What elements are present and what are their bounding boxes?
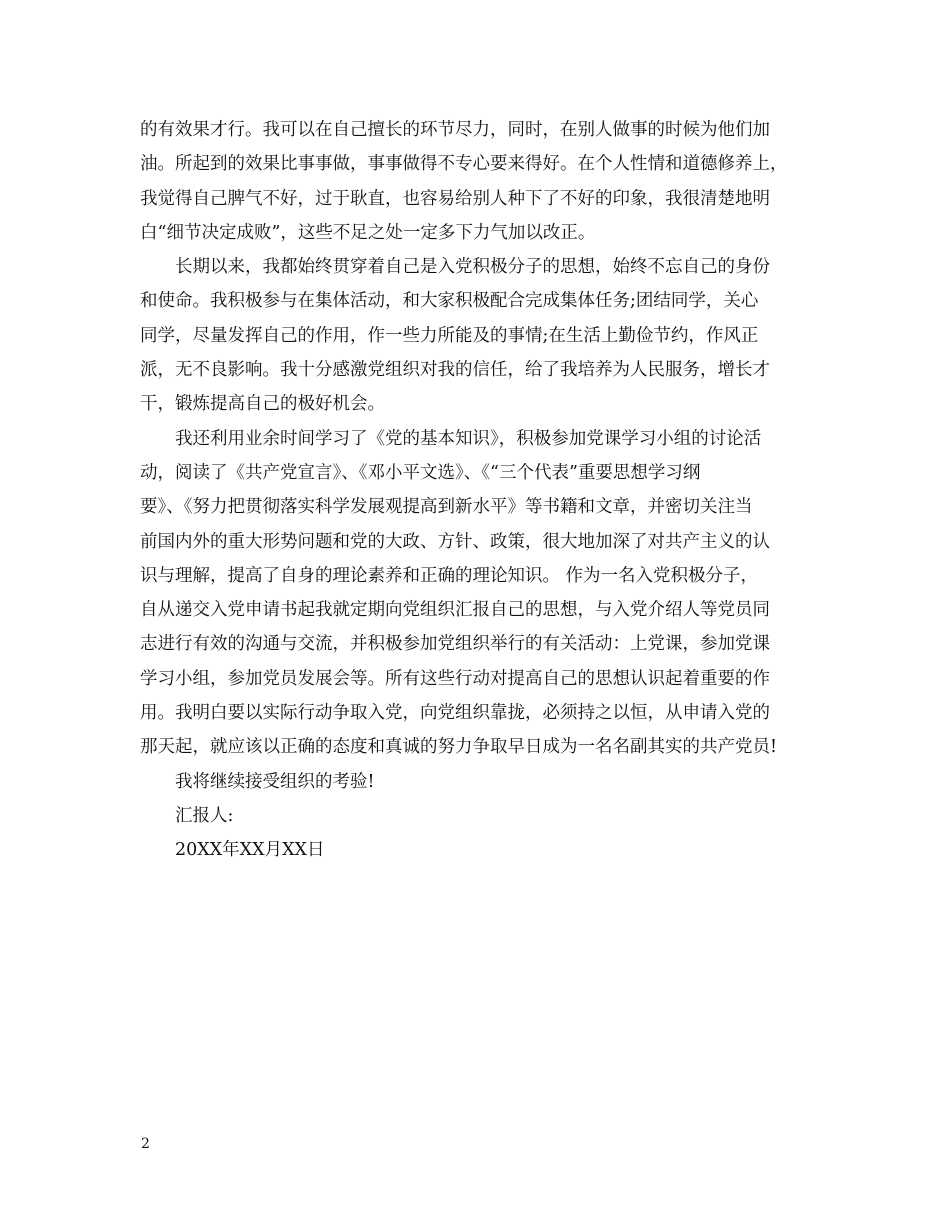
text-line: 我还利用业余时间学习了《党的基本知识》，积极参加党课学习小组的讨论活 xyxy=(140,428,762,449)
text-line: 和使命。我积极参与在集体活动，和大家积极配合完成集体任务;团结同学，关心 xyxy=(140,291,759,312)
report-date: 20XX年XX月XX日 xyxy=(140,840,325,861)
text-line: 学习小组，参加党员发展会等。所有这些行动对提高自己的思想认识起着重要的作 xyxy=(140,668,770,689)
text-line: 自从递交入党申请书起我就定期向党组织汇报自己的思想，与入党介绍人等党员同 xyxy=(140,600,770,621)
reporter-label: 汇报人: xyxy=(140,805,234,826)
text-line: 白“细节决定成败”，这些不足之处一定多下力气加以改正。 xyxy=(140,222,596,243)
text-line: 识与理解，提高了自身的理论素养和正确的理论知识。 作为一名入党积极分子， xyxy=(140,565,759,586)
text-line: 长期以来，我都始终贯穿着自己是入党积极分子的思想，始终不忘自己的身份 xyxy=(140,257,770,278)
closing-line: 我将继续接受组织的考验! xyxy=(140,771,375,792)
text-line: 要》、《努力把贯彻落实科学发展观提高到新水平》等书籍和文章，并密切关注当 xyxy=(140,497,753,518)
text-line: 的有效果才行。我可以在自己擅长的环节尽力，同时，在别人做事的时候为他们加 xyxy=(140,120,770,140)
report-body xyxy=(140,113,820,868)
text-line: 志进行有效的沟通与交流，并积极参加党组织举行的有关活动：上党课，参加党课 xyxy=(140,634,770,655)
text-line: 那天起，就应该以正确的态度和真诚的努力争取早日成为一名名副其实的共产党员! xyxy=(140,737,778,758)
page-number: 2 xyxy=(141,1136,150,1152)
text-line: 油。所起到的效果比事事做，事事做得不专心要来得好。在个人性情和道德修养上， xyxy=(140,154,788,175)
text-line: 我觉得自己脾气不好，过于耿直，也容易给别人种下了不好的印象，我很清楚地明 xyxy=(140,188,770,209)
text-line: 派，无不良影响。我十分感激党组织对我的信任，给了我培养为人民服务，增长才 xyxy=(140,360,770,381)
text-line: 干，锻炼提高自己的极好机会。 xyxy=(140,394,385,415)
text-line: 前国内外的重大形势问题和党的大政、方针、政策，很大地加深了对共产主义的认 xyxy=(140,531,770,552)
text-line: 动，阅读了《共产党宣言》、《邓小平文选》、《“三个代表”重要思想学习纲 xyxy=(140,462,701,483)
text-line: 用。我明白要以实际行动争取入党，向党组织靠拢，必须持之以恒，从申请入党的 xyxy=(140,703,770,724)
text-line: 同学，尽量发挥自己的作用，作一些力所能及的事情;在生活上勤俭节约，作风正 xyxy=(140,325,759,346)
